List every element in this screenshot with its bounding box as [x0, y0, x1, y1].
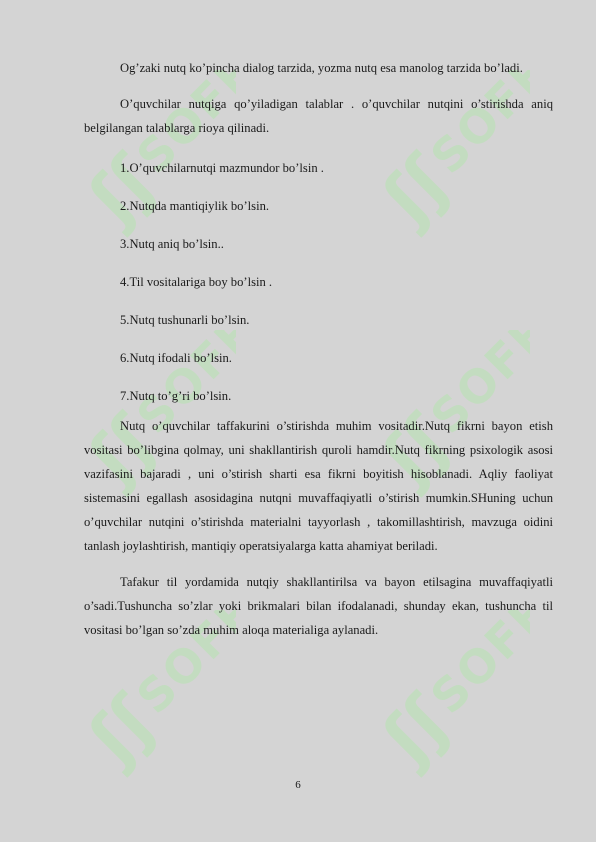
- list-item: 2.Nutqda mantiqiylik bo’lsin.: [120, 199, 270, 213]
- list-item: 4.Til vositalariga boy bo’lsin .: [120, 275, 273, 289]
- document-body: [84, 56, 553, 654]
- list-item: 3.Nutq aniq bo’lsin..: [120, 237, 224, 251]
- list-item: 6.Nutq ifodali bo’lsin.: [120, 351, 232, 365]
- list-item: 1.O’quvchilarnutqi mazmundor bo’lsin .: [120, 161, 324, 175]
- paragraph: Og’zaki nutq ko’pincha dialog tarzida, yozma nutq esa manolog tarzida bo’ladi.: [120, 61, 523, 75]
- paragraph: Tafakur til yordamida nutqiy shakllantirilsa va bayon etilsagina muvaffaqiyatli o’sadi.Tushuncha so’zlar yoki brikmalari bilan ifodalanadi, shunday ekan, tushuncha til vositasi bo’lgan so’zda muhim aloqa materialiga aylanadi.: [84, 575, 553, 637]
- paragraph: O’quvchilar nutqiga qo’yiladigan talablar . o’quvchilar nutqini o’stirishda aniq belgilangan talablarga rioya qilinadi.: [84, 97, 553, 135]
- list-item: 5.Nutq tushunarli bo’lsin.: [120, 313, 250, 327]
- page-number: 6: [295, 779, 301, 791]
- list-item: 7.Nutq to’g’ri bo’lsin.: [120, 389, 232, 403]
- paragraph: Nutq o’quvchilar taffakurini o’stirishda muhim vositadir.Nutq fikrni bayon etish vositasi bo’libgina qolmay, uni shakllantirish quroli hamdir.Nutq fikrning psixologik asosi vazifasini bajaradi , uni o’stirish sharti esa fikrni boyitish hisoblanadi. Aqliy faoliyat sistemasini egallash asosidagina nutqni muvaffaqiyatli o’stirish mumkin.SHuning uchun o’quvchilar nutqini o’stirishda materialni tayyorlash , takomillashtirish, mavzuga oidini tanlash joylashtirish, mantiqiy operatsiyalarga katta ahamiyat beriladi.: [84, 419, 553, 553]
